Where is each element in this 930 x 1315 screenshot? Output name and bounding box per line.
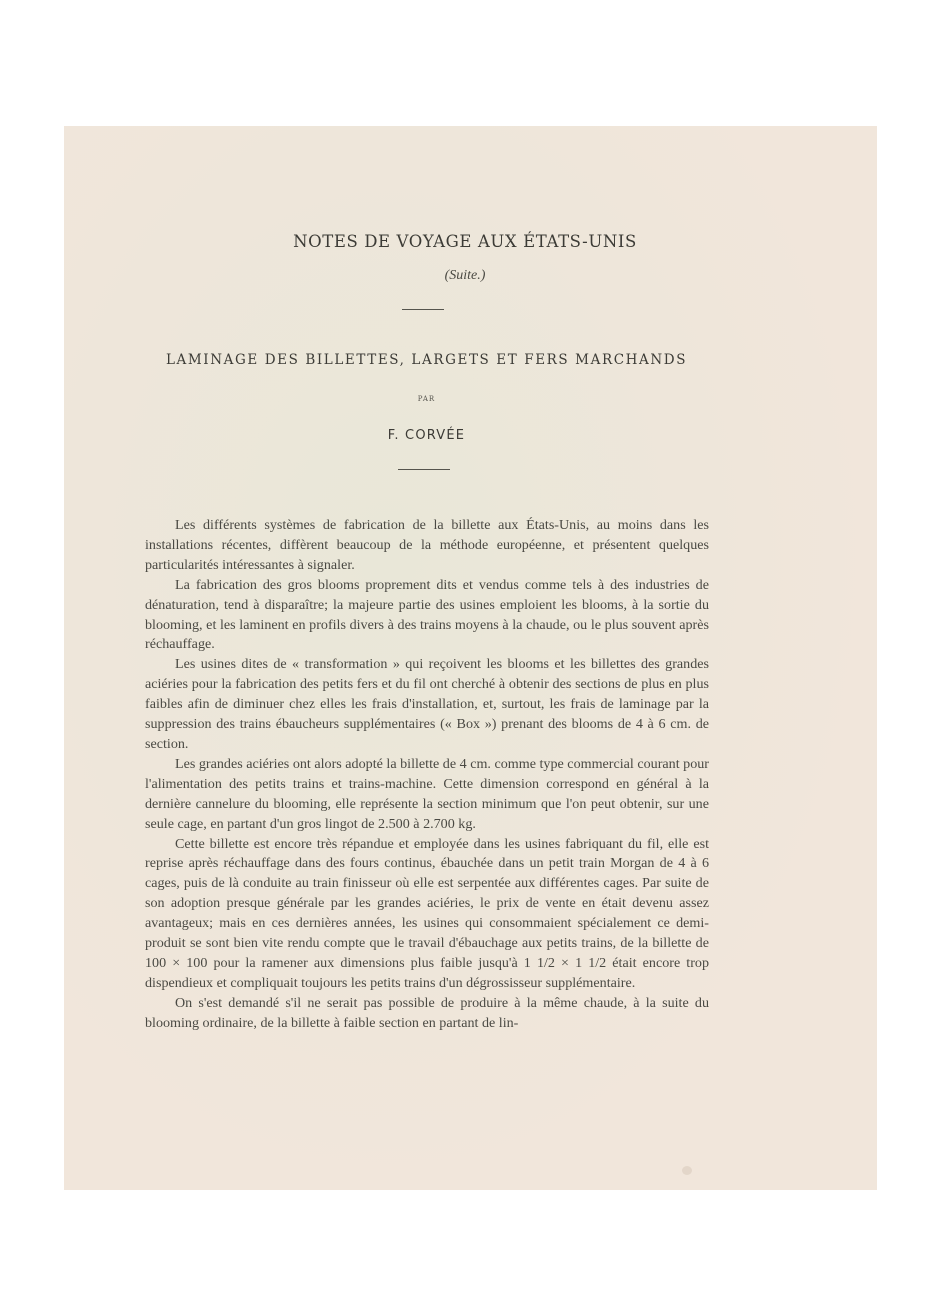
paragraph: Les grandes aciéries ont alors adopté la billette de 4 cm. comme type commercial courant pour l'alimentation des petits trains et trains-machine. Cette dimension correspond en général à la dernière cannelure du blooming, elle représente la section minimum que l'on peut obtenir, sur une seule cage, en partant d'un gros lingot de 2.500 à 2.700 kg. [145,755,709,832]
divider [398,469,450,470]
byline-par: PAR [417,395,436,403]
paragraph: On s'est demandé s'il ne serait pas possible de produire à la même chaude, à la suite du blooming ordinaire, de la billette à faible section en partant de lin- [145,994,709,1031]
page-title: NOTES DE VOYAGE AUX ÉTATS-UNIS [293,232,637,251]
paragraph: La fabrication des gros blooms proprement dits et vendus comme tels à des industries de dénaturation, tend à disparaître; la majeure partie des usines emploient les blooms, à la sortie du blooming, et les laminent en profils divers à des trains moyens à la chaude, ou le plus souvent après réchauffage. [145,576,709,653]
paper-speck [682,1166,692,1175]
divider [402,309,444,310]
paragraph: Les différents systèmes de fabrication de la billette aux États-Unis, au moins dans les installations récentes, diffèrent beaucoup de la méthode européenne, et présentent quelques particularités intéressantes à signaler. [145,517,709,573]
paragraph: Cette billette est encore très répandue et employée dans les usines fabriquant du fil, elle est reprise après réchauffage dans des fours continus, ébauchée dans un petit train Morgan de 4 à 6 cages, puis de là conduite au train finisseur où elle est serpentée aux différentes cages. Par suite de son adoption presque générale par les grandes aciéries, le prix de vente en était devenu assez avantageux; mais en ces dernières années, les usines qui consommaient spécialement ce demi-produit se sont bien vite rendu compte que le travail d'ébauchage aux petits trains, de la billette de 100 × 100 pour la ramener aux dimensions plus faible jusqu'à 1 1/2 × 1 1/2 était encore trop dispendieux et compliquait toujours les petits trains d'un dégrossisseur supplémentaire. [145,835,709,991]
paragraph: Les usines dites de « transformation » qui reçoivent les blooms et les billettes des grandes aciéries pour la fabrication des petits fers et du fil ont cherché à obtenir des sections de plus en plus faibles afin de diminuer chez elles les frais d'installation, et, surtout, les frais de laminage par la suppression des trains ébaucheurs supplémentaires (« Box ») prenant des blooms de 4 à 6 cm. de section. [145,656,709,752]
article-title: LAMINAGE DES BILLETTES, LARGETS ET FERS MARCHANDS [165,352,688,368]
article-body [145,516,709,1034]
author-name: F. CORVÉE [387,428,466,443]
page-subtitle: (Suite.) [444,268,486,283]
